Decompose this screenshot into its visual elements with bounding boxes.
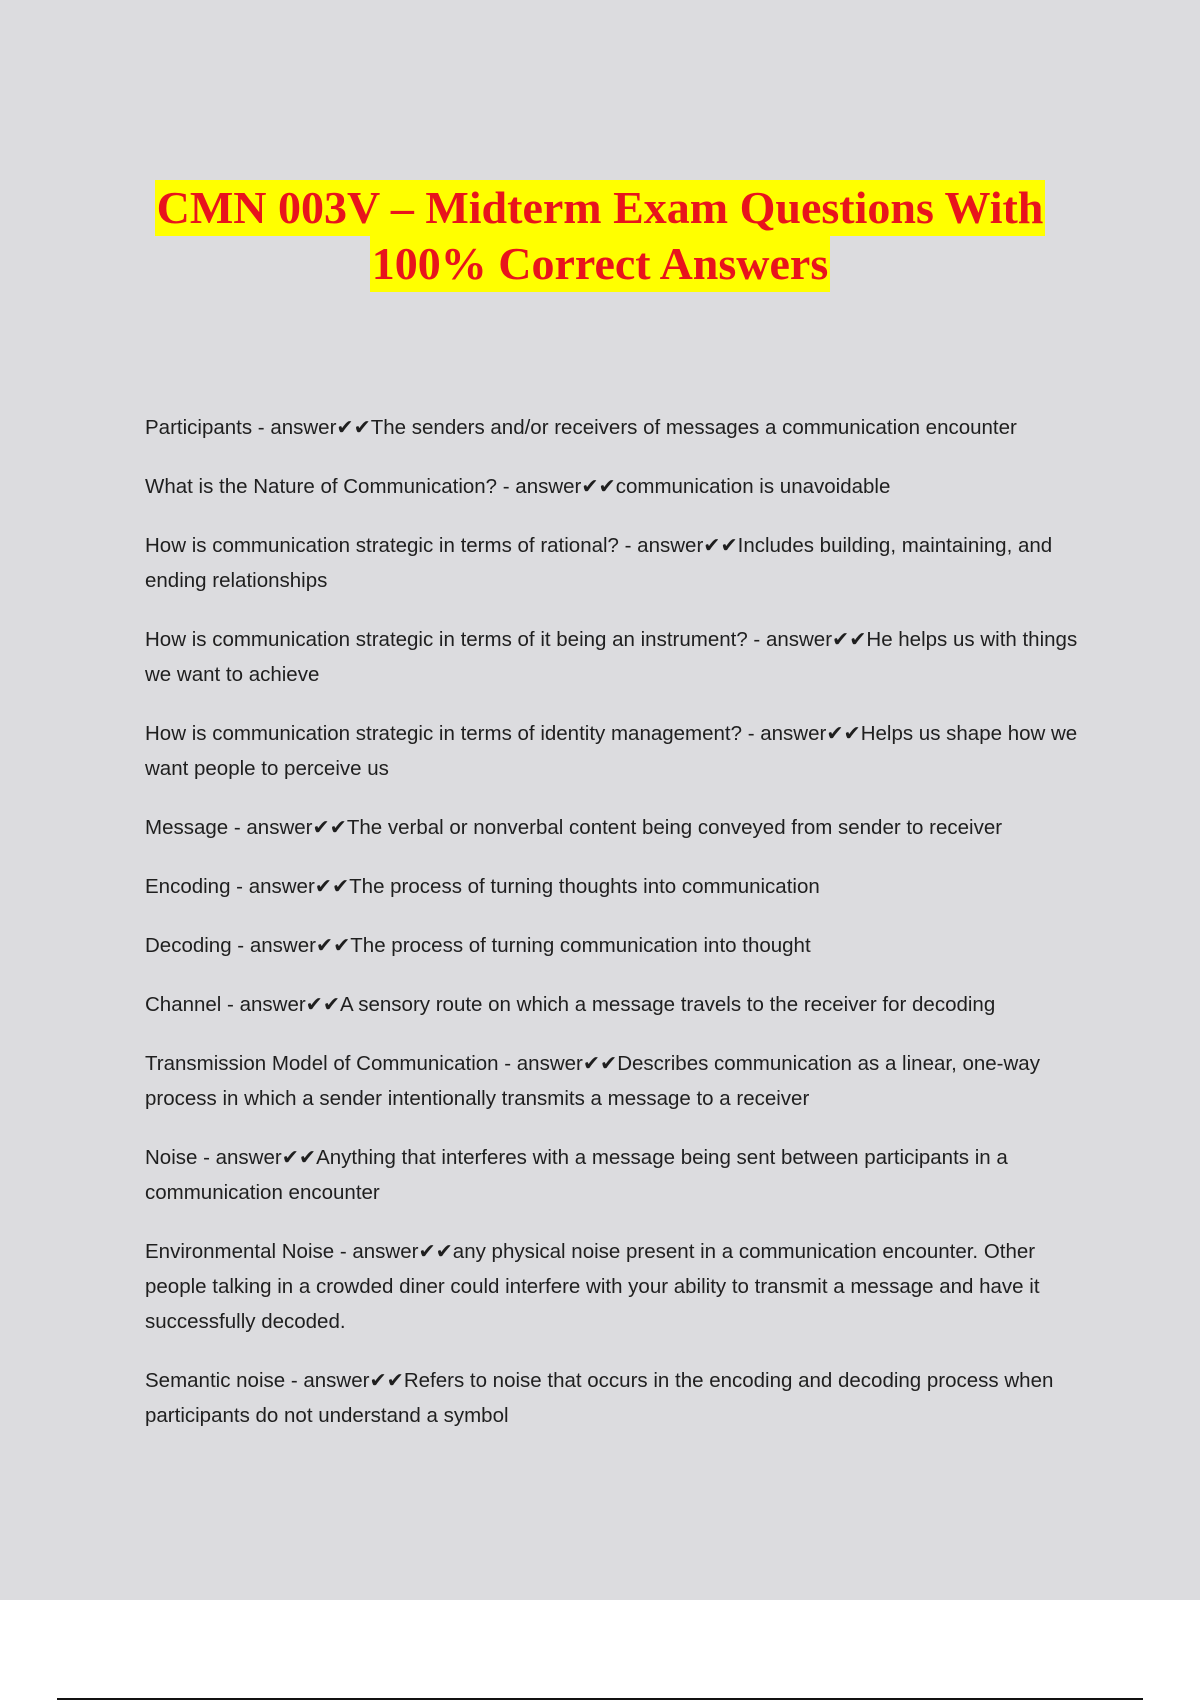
qa-item: How is communication strategic in terms of it being an instrument? - answer✔✔He helps us with things we want to achieve	[145, 628, 1078, 686]
qa-item: How is communication strategic in terms of rational? - answer✔✔Includes building, maintaining, and ending relationships	[145, 534, 1053, 592]
qa-item: Transmission Model of Communication - answer✔✔Describes communication as a linear, one-way process in which a sender intentionally transmits a message to a receiver	[145, 1052, 1040, 1110]
qa-item: Participants - answer✔✔The senders and/or receivers of messages a communication encounter	[145, 416, 1017, 439]
title-line-1: CMN 003V – Midterm Exam Questions With	[155, 180, 1046, 236]
qa-item: Environmental Noise - answer✔✔any physical noise present in a communication encounter. Other people talking in a crowded diner could interfere with your ability to transmit a message and have it successfully decoded.	[145, 1240, 1040, 1333]
qa-list	[145, 410, 1090, 1457]
qa-item: Decoding - answer✔✔The process of turning communication into thought	[145, 934, 811, 957]
qa-item: Noise - answer✔✔Anything that interferes with a message being sent between participants in a communication encounter	[145, 1146, 1008, 1204]
qa-item: Channel - answer✔✔A sensory route on which a message travels to the receiver for decoding	[145, 993, 996, 1016]
qa-item: Semantic noise - answer✔✔Refers to noise that occurs in the encoding and decoding process when participants do not understand a symbol	[145, 1369, 1054, 1427]
document-title	[0, 180, 1200, 292]
qa-item: Message - answer✔✔The verbal or nonverbal content being conveyed from sender to receiver	[145, 816, 1003, 839]
qa-item: Encoding - answer✔✔The process of turning thoughts into communication	[145, 875, 820, 898]
qa-item: How is communication strategic in terms of identity management? - answer✔✔Helps us shape how we want people to perceive us	[145, 722, 1078, 780]
title-line-2: 100% Correct Answers	[370, 236, 831, 292]
qa-item: What is the Nature of Communication? - answer✔✔communication is unavoidable	[145, 475, 891, 498]
